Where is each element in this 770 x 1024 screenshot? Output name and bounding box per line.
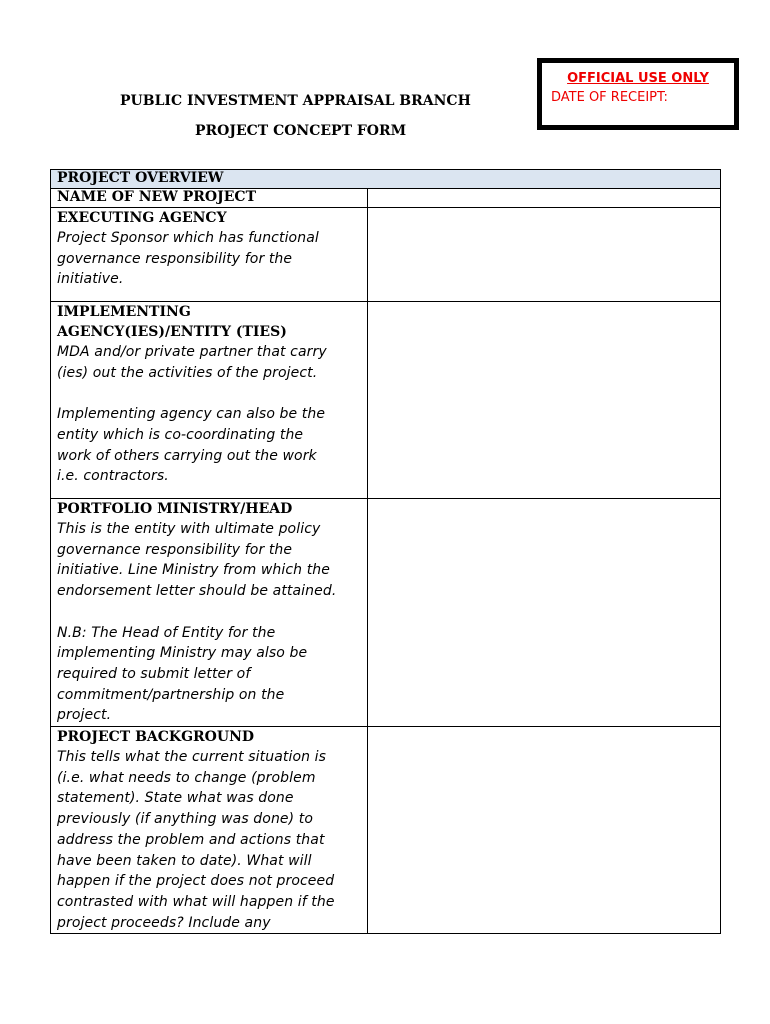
executing-agency-desc-line: governance responsibility for the: [57, 250, 293, 267]
implementing-agency-note-line: i.e. contractors.: [57, 468, 169, 485]
project-background-desc-line: This tells what the current situation is: [57, 749, 327, 766]
table-row: [51, 499, 721, 727]
project-background-desc-line: have been taken to date). What will: [57, 852, 312, 869]
label-cell: [51, 208, 368, 302]
portfolio-ministry-note-line: N.B: The Head of Entity for the: [57, 624, 276, 641]
label-cell: [51, 727, 368, 934]
section-title: PROJECT OVERVIEW: [57, 170, 224, 186]
project-background-desc-line: (i.e. what needs to change (problem: [57, 769, 316, 786]
implementing-agency-note-line: Implementing agency can also be the: [57, 406, 326, 423]
implementing-agency-note-line: work of others carrying out the work: [57, 447, 317, 464]
implementing-agency-label-line: AGENCY(IES)/ENTITY (TIES): [57, 324, 287, 340]
label-cell: [51, 499, 368, 727]
section-header-row: [51, 170, 721, 189]
project-overview-table: [50, 169, 721, 934]
executing-agency-field[interactable]: [368, 208, 721, 302]
implementing-agency-field[interactable]: [368, 302, 721, 499]
project-background-desc-line: happen if the project does not proceed: [57, 873, 335, 890]
project-name-field[interactable]: [368, 189, 721, 208]
portfolio-ministry-desc-line: endorsement letter should be attained.: [57, 583, 337, 600]
table-row: [51, 727, 721, 934]
section-header-cell: [51, 170, 721, 189]
implementing-agency-desc-line: MDA and/or private partner that carry: [57, 344, 327, 360]
project-name-label: NAME OF NEW PROJECT: [57, 189, 256, 205]
project-background-desc-line: address the problem and actions that: [57, 831, 325, 848]
date-of-receipt-label: DATE OF RECEIPT:: [551, 90, 668, 105]
implementing-agency-label-line: IMPLEMENTING: [57, 304, 191, 320]
table-row: [51, 208, 721, 302]
executing-agency-desc-line: initiative.: [57, 271, 124, 288]
branch-title: PUBLIC INVESTMENT APPRAISAL BRANCH: [120, 93, 471, 109]
portfolio-ministry-note-line: implementing Ministry may also be: [57, 645, 308, 662]
table-row: [51, 302, 721, 499]
project-background-field[interactable]: [368, 727, 721, 934]
portfolio-ministry-note-line: project.: [57, 707, 112, 724]
portfolio-ministry-desc-line: This is the entity with ultimate policy: [57, 521, 321, 537]
project-background-desc-line: statement). State what was done: [57, 790, 294, 807]
project-background-desc-line: project proceeds? Include any: [57, 914, 271, 931]
portfolio-ministry-label: PORTFOLIO MINISTRY/HEAD: [57, 501, 293, 517]
implementing-agency-note-line: entity which is co-coordinating the: [57, 426, 304, 443]
executing-agency-desc-line: Project Sponsor which has functional: [57, 230, 319, 246]
portfolio-ministry-field[interactable]: [368, 499, 721, 727]
portfolio-ministry-desc-line: initiative. Line Ministry from which the: [57, 562, 330, 579]
portfolio-ministry-note-line: commitment/partnership on the: [57, 686, 285, 703]
portfolio-ministry-desc-line: governance responsibility for the: [57, 541, 293, 558]
official-use-title: OFFICIAL USE ONLY: [567, 71, 709, 86]
label-cell: [51, 302, 368, 499]
project-background-desc-line: previously (if anything was done) to: [57, 811, 313, 828]
form-title: PROJECT CONCEPT FORM: [195, 123, 407, 139]
project-background-label: PROJECT BACKGROUND: [57, 729, 255, 746]
portfolio-ministry-note-line: required to submit letter of: [57, 665, 251, 682]
official-use-box: [537, 58, 739, 130]
executing-agency-label: EXECUTING AGENCY: [57, 210, 227, 226]
project-background-desc-line: contrasted with what will happen if the: [57, 893, 335, 910]
table-row: [51, 189, 721, 208]
implementing-agency-desc-line: (ies) out the activities of the project.: [57, 364, 318, 381]
label-cell: [51, 189, 368, 208]
